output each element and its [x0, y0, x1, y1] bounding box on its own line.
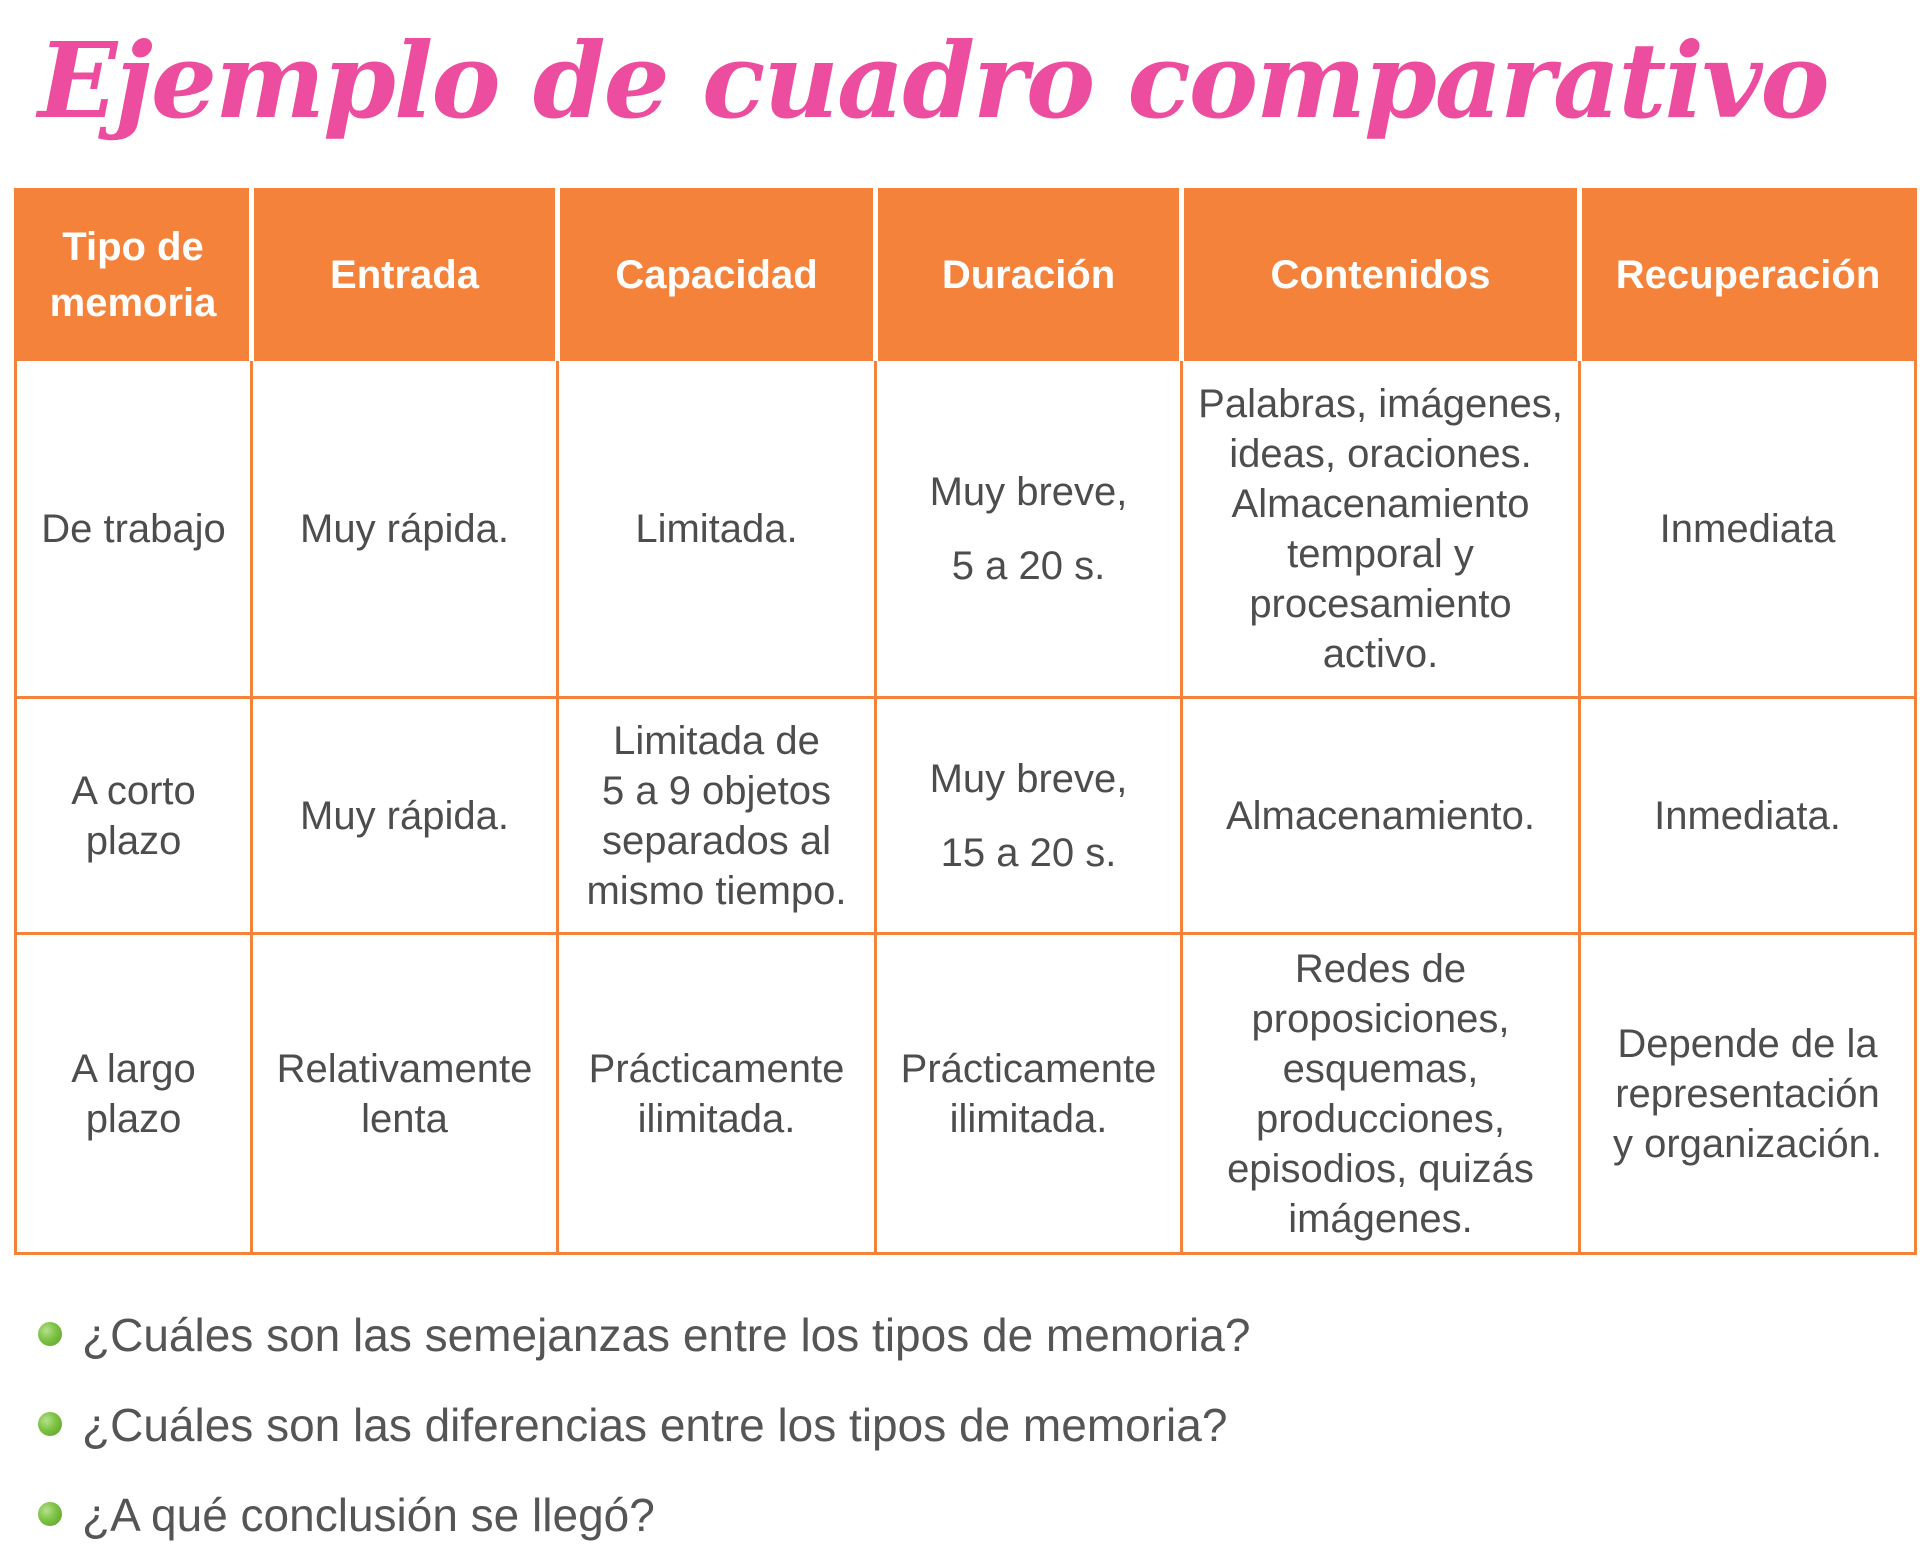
table-row: [16, 934, 1916, 1254]
list-item: [36, 1470, 1250, 1560]
cell-duracion: Muy breve, 15 a 20 s.: [876, 698, 1182, 934]
list-item: [36, 1290, 1250, 1380]
question-text: ¿Cuáles son las semejanzas entre los tipos de memoria?: [82, 1309, 1251, 1361]
green-bullet-icon: [38, 1322, 62, 1346]
header-contenidos: Contenidos: [1182, 190, 1580, 360]
green-bullet-icon: [38, 1412, 62, 1436]
cell-capacidad: Limitada de 5 a 9 objetos separados al mismo tiempo.: [558, 698, 876, 934]
cell-contenidos: Palabras, imágenes, ideas, oraciones. Almacenamiento temporal y procesamiento activo.: [1182, 360, 1580, 698]
cell-tipo: A largo plazo: [16, 934, 252, 1254]
comparison-table: [14, 188, 1917, 1255]
cell-entrada: Relativamente lenta: [252, 934, 558, 1254]
header-entrada: Entrada: [252, 190, 558, 360]
table-header-row: [16, 190, 1916, 360]
question-text: ¿Cuáles son las diferencias entre los tipos de memoria?: [82, 1399, 1228, 1451]
list-item: [36, 1380, 1250, 1470]
header-duracion: Duración: [876, 190, 1182, 360]
cell-capacidad: Prácticamente ilimitada.: [558, 934, 876, 1254]
question-list: [36, 1290, 1250, 1560]
table-row: [16, 360, 1916, 698]
question-text: ¿A qué conclusión se llegó?: [82, 1489, 655, 1541]
header-tipo-de-memoria: Tipo de memoria: [16, 190, 252, 360]
cell-entrada: Muy rápida.: [252, 360, 558, 698]
cell-entrada: Muy rápida.: [252, 698, 558, 934]
cell-contenidos: Almacenamiento.: [1182, 698, 1580, 934]
green-bullet-icon: [38, 1502, 62, 1526]
cell-tipo: A corto plazo: [16, 698, 252, 934]
cell-duracion: Muy breve, 5 a 20 s.: [876, 360, 1182, 698]
cell-recuperacion: Inmediata: [1580, 360, 1916, 698]
cell-recuperacion: Depende de la representación y organización.: [1580, 934, 1916, 1254]
cell-tipo: De trabajo: [16, 360, 252, 698]
table-row: [16, 698, 1916, 934]
cell-contenidos: Redes de proposiciones, esquemas, producciones, episodios, quizás imágenes.: [1182, 934, 1580, 1254]
header-recuperacion: Recuperación: [1580, 190, 1916, 360]
cell-recuperacion: Inmediata.: [1580, 698, 1916, 934]
page-title: Ejemplo de cuadro comparativo: [38, 19, 1828, 142]
cell-duracion: Prácticamente ilimitada.: [876, 934, 1182, 1254]
cell-capacidad: Limitada.: [558, 360, 876, 698]
header-capacidad: Capacidad: [558, 190, 876, 360]
